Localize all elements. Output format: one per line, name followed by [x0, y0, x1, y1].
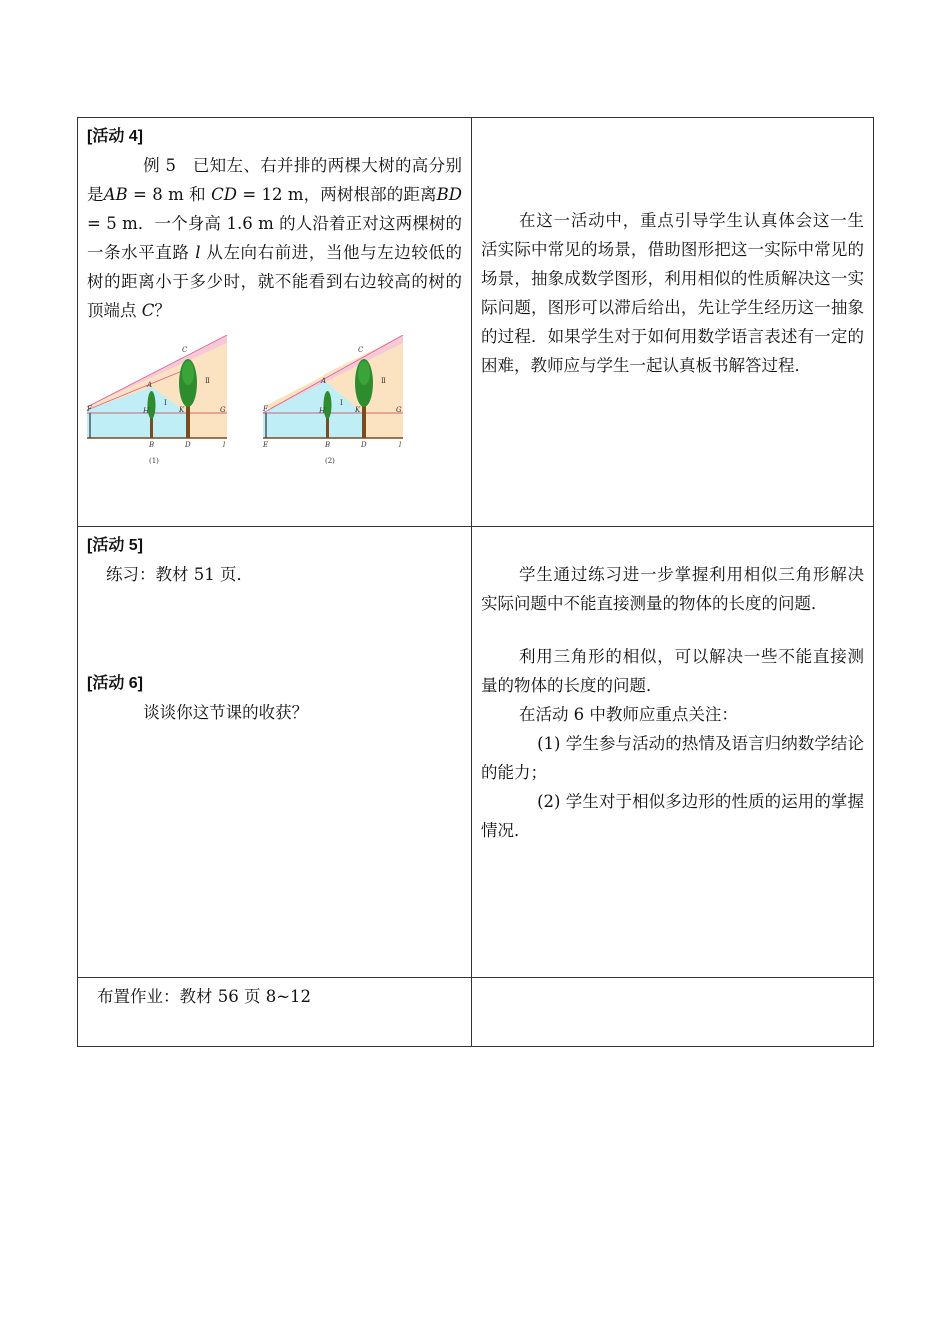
tree-figures	[87, 335, 407, 470]
activity-4-note: 在这一活动中，重点引导学生认真体会这一生活实际中常见的场景，借助图形把这一实际中常见的场景，抽象成数学图形，利用相似的性质解决这一实际问题，图形可以滞后给出，先让学生经历这一抽象的过程．如果学生对于如何用数学语言表述有一定的困难，教师应与学生一起认真板书解答过程．	[481, 211, 864, 375]
activity-6-note-1: 利用三角形的相似，可以解决一些不能直接测量的物体的长度的问题．	[481, 647, 864, 695]
fig2-region-II: Ⅱ	[381, 377, 386, 385]
row-activity-5-6	[78, 527, 874, 978]
lesson-plan-table	[77, 117, 874, 1047]
example-text-5: 从左向右前进，当他与左边较低的树的距离小于多少时，就不能看到右边较高的树的顶端点	[87, 243, 462, 320]
fig2-label-l: l	[399, 441, 402, 449]
fig2-region-I: Ⅰ	[340, 399, 343, 407]
homework-cell	[78, 978, 472, 1047]
activity-5-note: 学生通过练习进一步掌握利用相似三角形解决实际问题中不能直接测量的物体的长度的问题．	[481, 565, 864, 613]
fig1-label-l: l	[223, 441, 226, 449]
fig2-label-A: A	[321, 377, 327, 385]
fig1-label-A: A	[147, 381, 153, 389]
activity-5-text: 练习：教材 51 页．	[106, 565, 253, 584]
fig2-label-C: C	[358, 346, 364, 354]
example-text-1: 已知左、右并排的两棵大树的高分别是	[87, 156, 462, 204]
fig2-label-D: D	[361, 441, 367, 449]
activity-5-6-note-cell	[472, 527, 874, 978]
fig1-label-H: H	[143, 407, 150, 415]
var-bd: BD	[436, 185, 462, 204]
activity-5-6-cell	[78, 527, 472, 978]
fig1-region-II: Ⅱ	[205, 377, 210, 385]
var-l: l	[195, 243, 201, 262]
fig2-label-H: H	[319, 407, 326, 415]
activity-5-heading: [活动 5]	[87, 537, 144, 554]
fig1-label-K: K	[179, 406, 185, 414]
activity-4-note-cell	[472, 118, 874, 527]
activity-4-heading: [活动 4]	[87, 128, 144, 145]
figure-2-caption: (2)	[325, 457, 335, 465]
figure-2	[262, 335, 403, 465]
example-label: 例 5	[143, 156, 177, 175]
fig1-label-G: G	[220, 406, 226, 414]
fig1-label-B: B	[149, 441, 155, 449]
activity-6-note-4: (2) 学生对于相似多边形的性质的运用的掌握情况．	[481, 792, 864, 840]
example-text-6: ？	[154, 301, 171, 320]
fig2-label-F: F	[263, 405, 268, 413]
figure-1-caption: (1)	[149, 457, 159, 465]
example-text-2: = 8 m 和	[127, 185, 212, 204]
row-homework	[78, 978, 874, 1047]
fig2-label-G: G	[396, 406, 402, 414]
homework-text: 布置作业：教材 56 页 8~12	[97, 987, 312, 1006]
fig1-region-I: Ⅰ	[164, 399, 167, 407]
example-5-text	[87, 151, 462, 325]
var-c: C	[141, 301, 155, 320]
homework-note-cell	[472, 978, 874, 1047]
example-text-3: = 12 m，两树根部的距离	[236, 185, 437, 204]
fig1-label-D: D	[185, 441, 191, 449]
activity-6-text: 谈谈你这节课的收获？	[143, 703, 309, 722]
var-ab: AB	[103, 185, 128, 204]
fig2-label-B: B	[325, 441, 331, 449]
figure-1	[87, 335, 227, 465]
activity-6-note-3: (1) 学生参与活动的热情及语言归纳数学结论的能力；	[481, 734, 864, 782]
activity-4-cell	[78, 118, 472, 527]
fig2-label-K: K	[355, 406, 361, 414]
activity-6-heading: [活动 6]	[87, 675, 144, 692]
fig1-label-C: C	[182, 346, 188, 354]
var-cd: CD	[211, 185, 237, 204]
fig1-label-F: F	[87, 405, 92, 413]
row-activity-4	[78, 118, 874, 527]
activity-6-note-2: 在活动 6 中教师应重点关注：	[518, 705, 738, 724]
example-text-4: = 5 m．一个身高 1.6 m 的人沿着正对这两棵树的一条水平直路	[87, 214, 462, 262]
fig2-label-E: E	[263, 441, 269, 449]
